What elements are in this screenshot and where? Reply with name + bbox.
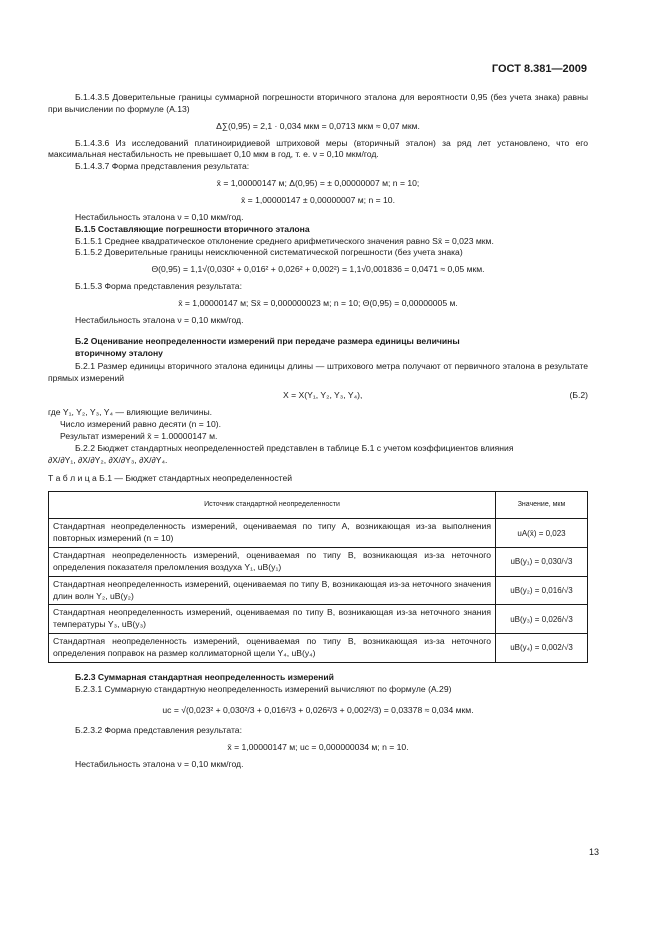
para-b1436: Б.1.4.3.6 Из исследований платиноиридиевой штриховой меры (вторичный эталон) за ряд лет установлено, что его максимальная нестабильность не превышает 0,10 мкм в год, т. е. ν = 0,10 мкм/год. bbox=[48, 137, 588, 160]
heading-b2-line1: Б.2 Оценивание неопределенности измерений при передаче размера единицы величины bbox=[75, 335, 460, 346]
para-instability-2: Нестабильность эталона ν = 0,10 мкм/год. bbox=[75, 314, 244, 325]
para-where: где Y₁, Y₂, Y₃, Y₄ — влияющие величины. bbox=[48, 407, 213, 418]
equation-b1435: Δ∑(0,95) = 2,1 · 0,034 мкм = 0,0713 мкм ≈ 0,07 мкм. bbox=[216, 120, 420, 131]
equation-b152: Θ(0,95) = 1,1√(0,030² + 0,016² + 0,026² + 0,002²) = 1,1√0,001836 = 0,0471 ≈ 0,05 мкм. bbox=[151, 264, 485, 275]
para-instability-3: Нестабильность эталона ν = 0,10 мкм/год. bbox=[75, 759, 244, 770]
para-b1437: Б.1.4.3.7 Форма представления результата: bbox=[75, 161, 250, 172]
row-source: Стандартная неопределенность измерений, оцениваемая по типу В, возникающая из-за неточного значения длин волн Y₂, uB(y₂) bbox=[49, 576, 496, 605]
equation-b21-row bbox=[48, 390, 588, 402]
para-b153: Б.1.5.3 Форма представления результата: bbox=[75, 281, 242, 292]
heading-b2-line2: вторичному эталону bbox=[75, 347, 163, 358]
row-source: Стандартная неопределенность измерений, оцениваемая по типу В, возникающая из-за неточного знания температуры Y₃, uB(y₃) bbox=[49, 605, 496, 634]
para-instability-1: Нестабильность эталона ν = 0,10 мкм/год. bbox=[75, 211, 244, 222]
para-b231: Б.2.3.1 Суммарную стандартную неопределенность измерений вычисляют по формуле (А.29) bbox=[75, 683, 452, 694]
para-b232: Б.2.3.2 Форма представления результата: bbox=[75, 725, 242, 736]
uncertainty-table bbox=[48, 491, 588, 663]
coef-y2: ∂X/∂Y₂ bbox=[78, 455, 104, 466]
equation-b1437-1: x̄ = 1,00000147 м; Δ(0,95) = ± 0,00000007 м; n = 10; bbox=[216, 178, 420, 189]
row-value: uB(y₂) = 0,016/√3 bbox=[496, 576, 588, 605]
row-value: uA(x̄) = 0,023 bbox=[496, 519, 588, 548]
heading-b23: Б.2.3 Суммарная стандартная неопределенность измерений bbox=[75, 671, 334, 682]
table-row bbox=[49, 576, 588, 605]
row-value: uB(y₃) = 0,026/√3 bbox=[496, 605, 588, 634]
table-row bbox=[49, 634, 588, 663]
equation-b231: uc = √(0,023² + 0,030²/3 + 0,016²/3 + 0,026²/3 + 0,002²/3) = 0,03378 ≈ 0,034 мкм. bbox=[162, 704, 474, 715]
col-source-header: Источник стандартной неопределенности bbox=[49, 492, 496, 519]
table-row bbox=[49, 519, 588, 548]
para-b22: Б.2.2 Бюджет стандартных неопределенностей представлен в таблице Б.1 с учетом коэффициентов влияния bbox=[75, 442, 514, 453]
equation-b153: x̄ = 1,00000147 м; Sx̄ = 0,000000023 м; n = 10; Θ(0,95) = 0,00000005 м. bbox=[178, 298, 458, 309]
table-caption: Т а б л и ц а Б.1 — Бюджет стандартных неопределенностей bbox=[48, 473, 293, 484]
para-b152: Б.1.5.2 Доверительные границы неисключенной систематической погрешности (без учета знака) bbox=[75, 247, 463, 258]
table-row bbox=[49, 605, 588, 634]
page-number: 13 bbox=[588, 847, 599, 857]
table-row bbox=[49, 547, 588, 576]
para-result: Результат измерений x̄ = 1.00000147 м. bbox=[60, 430, 218, 441]
row-value: uB(y₄) = 0,002/√3 bbox=[496, 634, 588, 663]
heading-b15: Б.1.5 Составляющие погрешности вторичного эталона bbox=[75, 223, 310, 234]
table-header-row bbox=[49, 492, 588, 519]
col-value-header: Значение, мкм bbox=[496, 492, 588, 519]
para-b21: Б.2.1 Размер единицы вторичного эталона единицы длины — штрихового метра получают от первичного эталона в результате прямых измерений bbox=[48, 361, 588, 384]
para-b1435: Б.1.4.3.5 Доверительные границы суммарной погрешности вторичного эталона для вероятности 0,95 (без учета знака) равны при вычислении по формуле (А.13) bbox=[48, 92, 588, 114]
equation-b1437-2: x̄ = 1,00000147 ± 0,00000007 м; n = 10. bbox=[241, 195, 395, 206]
standard-code: ГОСТ 8.381—2009 bbox=[491, 63, 587, 75]
heading-b2 bbox=[75, 336, 588, 360]
row-source: Стандартная неопределенность измерений, оцениваемая по типу В, возникающая из-за неточного определения показателя преломления воздуха Y₁, uB(y₁) bbox=[49, 547, 496, 576]
page-content bbox=[48, 92, 588, 771]
coef-y1: ∂X/∂Y₁ bbox=[48, 455, 74, 466]
equation-b232: x̄ = 1,00000147 м; uc = 0,000000034 м; n = 10. bbox=[227, 742, 409, 753]
para-count: Число измерений равно десяти (n = 10). bbox=[60, 418, 221, 429]
equation-number-b2: (Б.2) bbox=[569, 390, 588, 401]
para-b151: Б.1.5.1 Среднее квадратическое отклонение среднего арифметического значения равно Sx̄ = 0,023 мкм. bbox=[75, 235, 494, 246]
row-source: Стандартная неопределенность измерений, оцениваемая по типу В, возникающая из-за неточного определения поправок на размер коллиматорной щели Y₄, uB(y₄) bbox=[49, 634, 496, 663]
coef-y3: ∂X/∂Y₃ bbox=[108, 455, 135, 466]
coefficient-list: ∂X/∂Y₁, ∂X/∂Y₂, ∂X/∂Y₃, ∂X/∂Y₄. bbox=[48, 455, 168, 466]
coef-y4: ∂X/∂Y₄ bbox=[139, 455, 165, 466]
row-value: uB(y₁) = 0,030/√3 bbox=[496, 547, 588, 576]
equation-b21: X = X(Y₁, Y₂, Y₃, Y₄), bbox=[283, 390, 363, 401]
row-source: Стандартная неопределенность измерений, оцениваемая по типу А, возникающая из-за выполнения повторных измерений (n = 10) bbox=[49, 519, 496, 548]
